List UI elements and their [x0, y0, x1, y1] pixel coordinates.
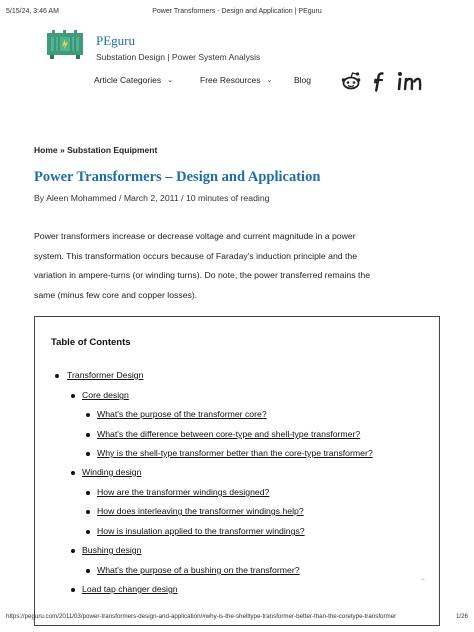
- toc-bullet: [86, 491, 90, 495]
- toc-bullet: [71, 471, 75, 475]
- chevron-down-icon: ⌄: [266, 77, 273, 84]
- toc-link-windings-designed[interactable]: How are the transformer windings designed?: [97, 487, 270, 497]
- toc-bullet: [86, 530, 90, 534]
- toc-bullet: [71, 588, 75, 592]
- toc-link-shell-better[interactable]: Why is the shell-type transformer better than the core-type transformer?: [97, 448, 373, 458]
- article-intro: [34, 227, 442, 305]
- facebook-icon[interactable]: [370, 70, 388, 92]
- nav-item-label: Free Resources: [200, 75, 261, 85]
- toc-bullet: [86, 569, 90, 573]
- print-url: https://peguru.com/2011/03/power-transformers-design-and-application/#why-is-the-shelltype-transformer-better-than-the-coretype-transformer: [6, 613, 397, 620]
- toc-link-winding-design[interactable]: Winding design: [82, 467, 142, 477]
- linkedin-icon[interactable]: [396, 70, 424, 92]
- toc-link-interleaving[interactable]: How does interleaving the transformer windings help?: [97, 506, 304, 516]
- nav-blog[interactable]: [294, 75, 311, 85]
- reddit-icon[interactable]: [340, 70, 362, 92]
- site-tagline: Substation Design | Power System Analysis: [96, 52, 261, 62]
- toc-link-load-tap-changer[interactable]: Load tap changer design: [82, 584, 178, 594]
- toc-bullet: [71, 394, 75, 398]
- chevron-up-icon[interactable]: ⌃: [419, 577, 427, 587]
- print-page-title: Power Transformers - Design and Application | PEguru: [152, 8, 322, 15]
- toc-link-bushing-design[interactable]: Bushing design: [82, 545, 142, 555]
- table-of-contents: [34, 316, 440, 626]
- toc-title: Table of Contents: [51, 337, 131, 348]
- toc-link-core-vs-shell[interactable]: What's the difference between core-type and shell-type transformer?: [97, 429, 361, 439]
- breadcrumb: [34, 145, 157, 155]
- breadcrumb-current[interactable]: Substation Equipment: [67, 145, 158, 155]
- article-byline: By Aleen Mohammed / March 2, 2011 / 10 minutes of reading: [34, 193, 270, 203]
- intro-line: variation in ampere-turns (or winding turns). Do note, the power transferred remains the: [34, 270, 371, 281]
- transformer-logo-icon[interactable]: [46, 30, 84, 60]
- nav-item-label: Blog: [294, 75, 312, 85]
- breadcrumb-home-link[interactable]: Home: [34, 145, 58, 155]
- toc-bullet: [86, 433, 90, 437]
- chevron-down-icon: ⌄: [167, 77, 173, 84]
- site-title[interactable]: PEguru: [96, 33, 135, 48]
- intro-line: Power transformers increase or decrease voltage and current magnitude in a power: [34, 231, 356, 241]
- toc-bullet: [55, 374, 59, 378]
- toc-bullet: [71, 549, 75, 553]
- toc-link-core-design[interactable]: Core design: [82, 390, 129, 400]
- breadcrumb-separator: »: [60, 145, 65, 155]
- toc-bullet: [86, 510, 90, 514]
- print-header: [4, 8, 470, 20]
- nav-item-label: Article Categories: [94, 75, 162, 85]
- print-page-number: 1/26: [455, 613, 468, 620]
- toc-link-transformer-design[interactable]: Transformer Design: [67, 370, 144, 380]
- toc-bullet: [86, 413, 90, 417]
- intro-line: system. This transformation occurs because of Faraday's induction principle and the: [34, 250, 358, 261]
- toc-link-insulation[interactable]: How is insulation applied to the transformer windings?: [97, 526, 305, 536]
- article-title: Power Transformers – Design and Application: [34, 169, 321, 185]
- site-header: [0, 26, 474, 74]
- toc-link-bushing-purpose[interactable]: What's the purpose of a bushing on the transformer?: [97, 565, 300, 575]
- nav-free-resources[interactable]: [200, 75, 272, 85]
- print-datetime: 5/15/24, 3:46 AM: [6, 8, 59, 15]
- print-footer: [0, 613, 474, 623]
- intro-line: same (minus few core and copper losses).: [34, 289, 198, 300]
- nav-article-categories[interactable]: [94, 75, 173, 85]
- toc-bullet: [86, 452, 90, 456]
- toc-link-core-purpose[interactable]: What's the purpose of the transformer core?: [97, 409, 267, 419]
